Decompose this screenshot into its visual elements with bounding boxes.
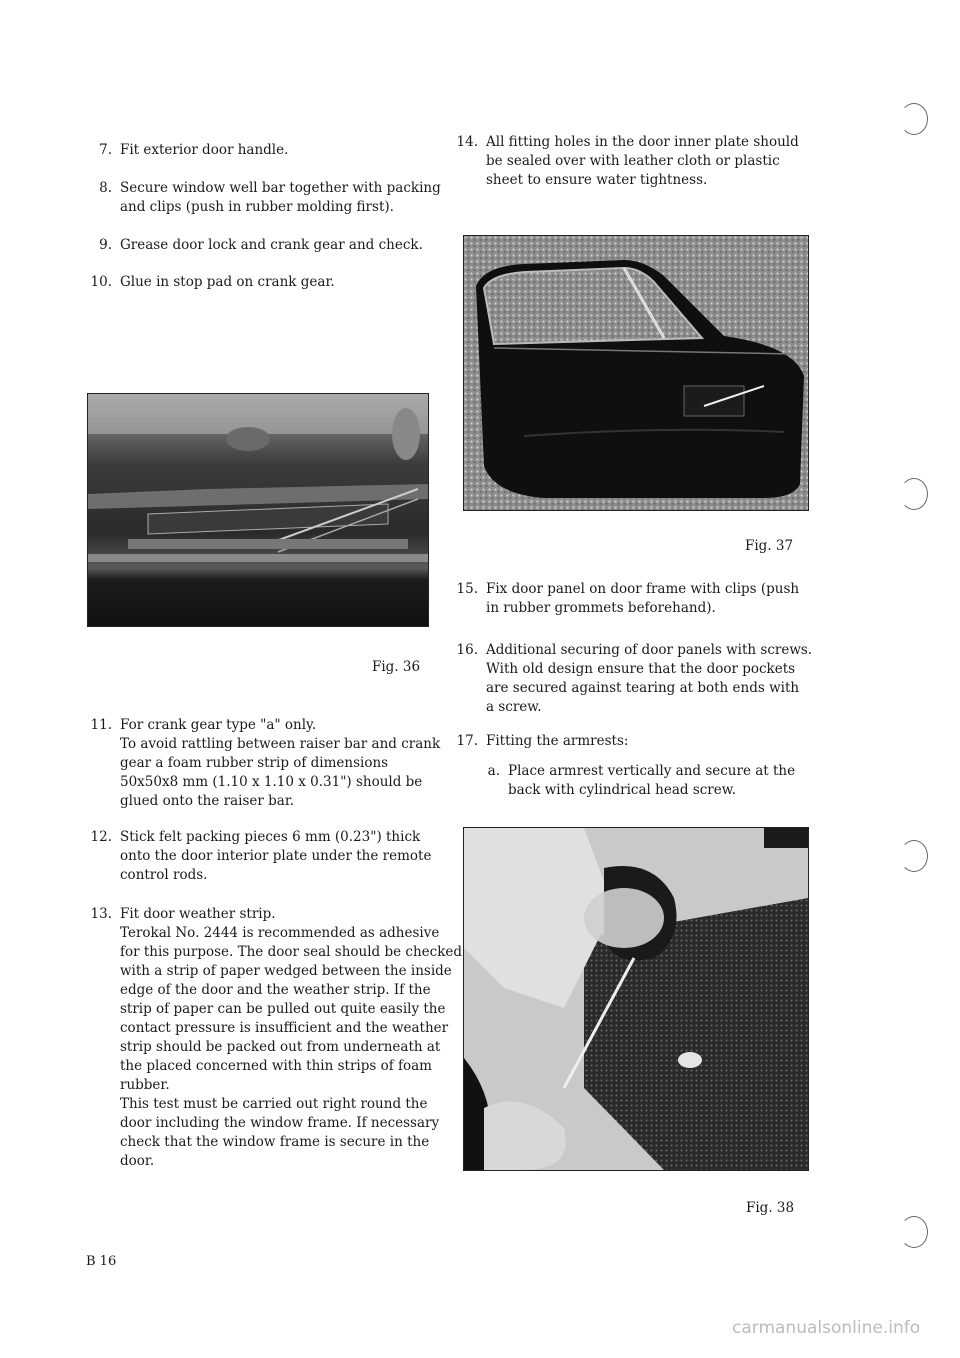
step-text: Fit door weather strip. [120, 906, 276, 922]
step-text: Fix door panel on door frame with clips (push [486, 581, 800, 597]
step-text: onto the door interior plate under the remote [120, 848, 432, 864]
step-text: To avoid rattling between raiser bar and crank [120, 736, 441, 752]
step-text: 50x50x8 mm (1.10 x 1.10 x 0.31") should be [120, 774, 423, 790]
hole-punch-mark [900, 478, 928, 510]
hole-punch-mark [900, 1216, 928, 1248]
watermark: carmanualsonline.info [732, 1318, 921, 1338]
step-text: rubber. [120, 1077, 170, 1093]
step-text: strip of paper can be pulled out quite easily the [120, 1001, 446, 1017]
step-number: 11. [90, 717, 112, 733]
step-number: 16. [456, 642, 478, 658]
step-text: the placed concerned with thin strips of foam [120, 1058, 432, 1074]
step-text: glued onto the raiser bar. [120, 793, 295, 809]
step-text: be sealed over with leather cloth or plastic [486, 153, 780, 169]
step-number: 14. [456, 134, 478, 150]
step-text: With old design ensure that the door pockets [486, 661, 796, 677]
step-text: Fit exterior door handle. [120, 142, 289, 158]
figure-38-photo [463, 827, 809, 1171]
door-panel-image [464, 236, 808, 510]
step-text: control rods. [120, 867, 208, 883]
step-number: 9. [99, 237, 112, 253]
step-text: a screw. [486, 699, 542, 715]
step-text: contact pressure is insufficient and the weather [120, 1020, 449, 1036]
step-text: Secure window well bar together with packing [120, 180, 441, 196]
step-text: Fitting the armrests: [486, 733, 629, 749]
step-text: edge of the door and the weather strip. If the [120, 982, 431, 998]
step-text: door. [120, 1153, 155, 1169]
step-number: 10. [90, 274, 112, 290]
step-text: For crank gear type "a" only. [120, 717, 317, 733]
figure-36-photo [87, 393, 429, 627]
figure-36-caption: Fig. 36 [372, 659, 421, 675]
step-text: for this purpose. The door seal should be checked [120, 944, 463, 960]
armrest-fitting-image [464, 828, 808, 1170]
step-text: sheet to ensure water tightness. [486, 172, 708, 188]
figure-37-photo [463, 235, 809, 511]
figure-37-caption: Fig. 37 [745, 538, 794, 554]
step-number: 15. [456, 581, 478, 597]
step-text: back with cylindrical head screw. [508, 782, 736, 798]
step-number: 17. [456, 733, 478, 749]
page-code: B 16 [86, 1254, 117, 1269]
step-text: Stick felt packing pieces 6 mm (0.23") thick [120, 829, 421, 845]
hole-punch-mark [900, 840, 928, 872]
step-text: Place armrest vertically and secure at the [508, 763, 796, 779]
step-text: strip should be packed out from underneath at [120, 1039, 441, 1055]
step-text: check that the window frame is secure in the [120, 1134, 430, 1150]
step-number: 7. [99, 142, 112, 158]
step-text: Terokal No. 2444 is recommended as adhesive [120, 925, 440, 941]
step-text: with a strip of paper wedged between the inside [120, 963, 452, 979]
step-text: in rubber grommets beforehand). [486, 600, 716, 616]
step-text: are secured against tearing at both ends with [486, 680, 800, 696]
step-number: a. [487, 763, 500, 779]
step-text: Grease door lock and crank gear and check. [120, 237, 423, 253]
step-text: Additional securing of door panels with screws. [486, 642, 813, 658]
step-text: door including the window frame. If necessary [120, 1115, 440, 1131]
step-text: Glue in stop pad on crank gear. [120, 274, 335, 290]
door-crank-gear-image [88, 394, 428, 626]
step-text: and clips (push in rubber molding first). [120, 199, 394, 215]
figure-38-caption: Fig. 38 [746, 1200, 795, 1216]
step-number: 12. [90, 829, 112, 845]
step-text: All fitting holes in the door inner plate should [486, 134, 799, 150]
hole-punch-mark [900, 103, 928, 135]
step-text: gear a foam rubber strip of dimensions [120, 755, 389, 771]
step-text: This test must be carried out right round the [120, 1096, 428, 1112]
step-number: 13. [90, 906, 112, 922]
step-number: 8. [99, 180, 112, 196]
